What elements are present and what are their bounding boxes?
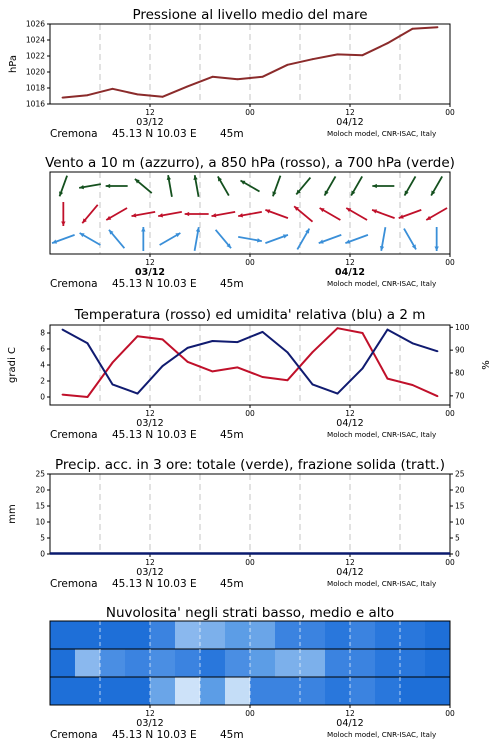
data-point xyxy=(237,78,239,80)
wind-arrow xyxy=(82,205,97,223)
panel-5 xyxy=(50,605,455,741)
cloud-cell xyxy=(175,649,200,677)
cloud-cell xyxy=(50,649,75,677)
data-point xyxy=(187,361,189,363)
y-axis-label-right: % xyxy=(481,360,492,370)
cloud-cell xyxy=(250,649,275,677)
wind-arrow xyxy=(195,227,201,251)
cloud-cell xyxy=(100,621,125,649)
cloud-cell xyxy=(375,677,400,705)
date-label: 03/12 xyxy=(135,267,165,278)
cloud-cell xyxy=(275,649,300,677)
cloud-cell xyxy=(400,621,425,649)
chart-title: Precip. acc. in 3 ore: totale (verde), frazione solida (tratt.) xyxy=(55,457,445,473)
wind-arrow xyxy=(372,209,395,218)
wind-arrow xyxy=(345,235,368,244)
cloud-cell xyxy=(375,621,400,649)
station-name: Cremona xyxy=(50,429,98,441)
data-point xyxy=(87,94,89,96)
wind-arrow xyxy=(265,234,288,243)
cloud-cell xyxy=(225,621,250,649)
data-point xyxy=(137,393,139,395)
chart-title: Temperatura (rosso) ed umidita' relativa (blu) a 2 m xyxy=(74,307,426,323)
date-label: 03/12 xyxy=(136,718,164,729)
cloud-cell xyxy=(100,677,125,705)
cloud-cell xyxy=(325,621,350,649)
y-tick-label: 2 xyxy=(40,376,45,386)
wind-arrow xyxy=(79,184,101,189)
data-point xyxy=(437,26,439,28)
wind-arrow xyxy=(319,235,342,244)
wind-arrow xyxy=(325,176,336,195)
y-tick-label: 0 xyxy=(40,392,45,402)
station-altitude: 45m xyxy=(220,278,244,290)
cloud-cell xyxy=(150,677,175,705)
y-axis-label: gradi C xyxy=(7,347,18,383)
cloud-cell xyxy=(425,677,450,705)
data-point xyxy=(312,351,314,353)
cloud-cell xyxy=(200,677,225,705)
y-tick-label-right: 20 xyxy=(455,485,465,495)
data-point xyxy=(237,341,239,343)
data-point xyxy=(162,339,164,341)
data-point xyxy=(62,394,64,396)
x-tick-label: 12 xyxy=(345,108,355,117)
y-tick-label: 1022 xyxy=(25,51,45,61)
y-tick-label: 6 xyxy=(40,344,45,354)
data-point xyxy=(387,378,389,380)
cloud-cell xyxy=(300,621,325,649)
x-tick-label: 12 xyxy=(345,409,355,418)
cloud-cell xyxy=(375,649,400,677)
y-tick-label: 8 xyxy=(40,328,45,338)
date-label: 03/12 xyxy=(136,567,164,578)
wind-arrow xyxy=(167,175,172,197)
cloud-cell xyxy=(350,677,375,705)
data-point xyxy=(62,97,64,99)
date-label: 04/12 xyxy=(336,418,364,429)
date-label: 03/12 xyxy=(136,418,164,429)
cloud-cell xyxy=(200,649,225,677)
model-credit: Moloch model, CNR-ISAC, Italy xyxy=(327,279,437,288)
cloud-cell xyxy=(175,677,200,705)
wind-arrow xyxy=(218,176,229,195)
date-label: 03/12 xyxy=(136,117,164,128)
model-credit: Moloch model, CNR-ISAC, Italy xyxy=(327,730,437,739)
data-point xyxy=(337,393,339,395)
x-tick-label: 00 xyxy=(445,258,455,267)
wind-arrow xyxy=(52,235,75,244)
x-tick-label: 12 xyxy=(145,558,155,567)
station-name: Cremona xyxy=(50,729,98,741)
cloud-cell xyxy=(350,621,375,649)
station-altitude: 45m xyxy=(220,128,244,140)
data-point xyxy=(62,329,64,331)
date-label: 04/12 xyxy=(335,267,365,278)
data-point xyxy=(262,331,264,333)
cloud-cell xyxy=(150,621,175,649)
y-tick-label: 1016 xyxy=(25,99,45,109)
y-tick-label: 4 xyxy=(40,360,45,370)
wind-arrow xyxy=(61,202,65,226)
cloud-cell xyxy=(225,649,250,677)
data-point xyxy=(162,96,164,98)
x-tick-label: 00 xyxy=(445,409,455,418)
wind-arrow xyxy=(320,208,341,220)
wind-arrow xyxy=(404,229,416,250)
y-tick-label: 25 xyxy=(35,469,45,479)
data-point xyxy=(287,352,289,354)
data-point xyxy=(187,347,189,349)
data-point xyxy=(87,342,89,344)
station-altitude: 45m xyxy=(220,578,244,590)
model-credit: Moloch model, CNR-ISAC, Italy xyxy=(327,579,437,588)
wind-arrow xyxy=(426,208,447,220)
wind-arrow xyxy=(265,209,288,218)
y-axis-label: mm xyxy=(7,504,18,524)
cloud-cell xyxy=(175,621,200,649)
data-point xyxy=(362,332,364,334)
cloud-cell xyxy=(275,621,300,649)
data-point xyxy=(387,329,389,331)
station-altitude: 45m xyxy=(220,429,244,441)
wind-arrow xyxy=(109,230,124,248)
x-tick-label: 00 xyxy=(445,558,455,567)
x-tick-label: 12 xyxy=(145,409,155,418)
data-point xyxy=(312,384,314,386)
cloud-cell xyxy=(425,649,450,677)
station-coords: 45.13 N 10.03 E xyxy=(112,729,197,741)
wind-arrow xyxy=(132,212,156,218)
chart-title: Nuvolosita' negli strati basso, medio e alto xyxy=(105,605,395,621)
wind-arrow xyxy=(297,229,309,250)
cloud-cell xyxy=(400,677,425,705)
data-point xyxy=(287,379,289,381)
wind-arrow xyxy=(193,175,198,197)
panel-1 xyxy=(8,7,455,140)
y-axis-label: hPa xyxy=(8,54,19,74)
data-point xyxy=(212,340,214,342)
y-tick-label: 1020 xyxy=(25,67,45,77)
y-tick-label-right: 90 xyxy=(455,345,465,355)
panel-4 xyxy=(7,457,465,590)
cloud-cell xyxy=(350,649,375,677)
data-point xyxy=(387,42,389,44)
x-tick-label: 12 xyxy=(345,258,355,267)
cloud-cell xyxy=(75,621,100,649)
wind-arrow xyxy=(351,176,362,195)
y-tick-label: 1018 xyxy=(25,83,45,93)
data-point xyxy=(87,396,89,398)
wind-arrow xyxy=(212,212,236,218)
data-point xyxy=(187,86,189,88)
y-tick-label: 20 xyxy=(35,485,45,495)
data-point xyxy=(337,327,339,329)
cloud-cell xyxy=(125,621,150,649)
x-tick-label: 00 xyxy=(245,108,255,117)
cloud-cell xyxy=(75,677,100,705)
station-coords: 45.13 N 10.03 E xyxy=(112,578,197,590)
data-point xyxy=(137,335,139,337)
data-point xyxy=(312,58,314,60)
cloud-cell xyxy=(300,677,325,705)
data-point xyxy=(437,395,439,397)
date-label: 04/12 xyxy=(336,117,364,128)
wind-arrow xyxy=(135,179,152,193)
wind-arrow xyxy=(158,212,182,218)
y-tick-label-right: 25 xyxy=(455,469,465,479)
date-label: 04/12 xyxy=(336,718,364,729)
cloud-cell xyxy=(400,649,425,677)
model-credit: Moloch model, CNR-ISAC, Italy xyxy=(327,430,437,439)
data-point xyxy=(412,342,414,344)
wind-arrow xyxy=(296,178,310,195)
station-altitude: 45m xyxy=(220,729,244,741)
wind-arrow xyxy=(431,176,442,195)
y-tick-label: 0 xyxy=(40,549,45,559)
cloud-cell xyxy=(275,677,300,705)
x-tick-label: 00 xyxy=(445,709,455,718)
wind-arrow xyxy=(216,230,231,248)
date-label: 04/12 xyxy=(336,567,364,578)
data-point xyxy=(362,54,364,56)
cloud-cell xyxy=(75,649,100,677)
cloud-cell xyxy=(300,649,325,677)
data-point xyxy=(262,376,264,378)
wind-arrow xyxy=(272,176,280,197)
data-point xyxy=(212,371,214,373)
cloud-cell xyxy=(50,677,75,705)
station-name: Cremona xyxy=(50,278,98,290)
wind-arrow xyxy=(399,210,422,219)
y-tick-label: 15 xyxy=(35,501,45,511)
y-tick-label-right: 10 xyxy=(455,517,465,527)
y-tick-label: 1024 xyxy=(25,35,45,45)
chart-title: Vento a 10 m (azzurro), a 850 hPa (rosso), a 700 hPa (verde) xyxy=(45,155,455,171)
wind-arrow xyxy=(80,233,101,245)
y-tick-label-right: 0 xyxy=(455,549,460,559)
x-tick-label: 12 xyxy=(345,709,355,718)
cloud-cell xyxy=(100,649,125,677)
wind-arrow xyxy=(372,184,394,188)
x-tick-label: 00 xyxy=(245,709,255,718)
data-point xyxy=(412,384,414,386)
data-point xyxy=(137,94,139,96)
wind-arrow xyxy=(160,233,181,245)
wind-arrow xyxy=(380,227,386,251)
chart-title: Pressione al livello medio del mare xyxy=(132,7,368,23)
wind-arrow xyxy=(346,208,367,220)
x-tick-label: 12 xyxy=(145,258,155,267)
data-point xyxy=(262,76,264,78)
y-tick-label: 1026 xyxy=(25,19,45,29)
x-tick-label: 12 xyxy=(145,108,155,117)
cloud-cell xyxy=(50,621,75,649)
wind-arrow xyxy=(294,206,312,221)
panel-3 xyxy=(7,307,492,441)
y-tick-label-right: 15 xyxy=(455,501,465,511)
data-point xyxy=(112,384,114,386)
wind-arrow xyxy=(106,208,127,220)
cloud-cell xyxy=(250,621,275,649)
x-tick-label: 12 xyxy=(145,709,155,718)
data-point xyxy=(337,54,339,56)
data-point xyxy=(362,368,364,370)
cloud-cell xyxy=(425,621,450,649)
y-tick-label-right: 5 xyxy=(455,533,460,543)
cloud-cell xyxy=(200,621,225,649)
y-tick-label: 5 xyxy=(40,533,45,543)
cloud-cell xyxy=(225,677,250,705)
wind-arrow xyxy=(185,212,209,216)
cloud-cell xyxy=(150,649,175,677)
station-coords: 45.13 N 10.03 E xyxy=(112,429,197,441)
data-point xyxy=(237,367,239,369)
x-tick-label: 12 xyxy=(345,558,355,567)
cloud-cell xyxy=(125,677,150,705)
station-name: Cremona xyxy=(50,128,98,140)
y-tick-label-right: 70 xyxy=(455,391,465,401)
x-tick-label: 00 xyxy=(245,558,255,567)
cloud-cell xyxy=(250,677,275,705)
y-tick-label: 10 xyxy=(35,517,45,527)
wind-arrow xyxy=(106,184,128,188)
y-tick-label-right: 80 xyxy=(455,368,465,378)
cloud-cell xyxy=(325,649,350,677)
data-point xyxy=(112,362,114,364)
data-point xyxy=(112,88,114,90)
wind-arrow xyxy=(405,176,416,195)
x-tick-label: 00 xyxy=(445,108,455,117)
x-tick-label: 00 xyxy=(245,258,255,267)
wind-arrow xyxy=(434,227,438,251)
cloud-cell xyxy=(325,677,350,705)
data-point xyxy=(287,64,289,66)
panel-2 xyxy=(45,155,455,290)
data-point xyxy=(162,365,164,367)
model-credit: Moloch model, CNR-ISAC, Italy xyxy=(327,129,437,138)
wind-arrow xyxy=(141,227,145,251)
data-point xyxy=(437,350,439,352)
station-name: Cremona xyxy=(50,578,98,590)
y-tick-label-right: 100 xyxy=(455,322,470,332)
data-point xyxy=(212,76,214,78)
station-coords: 45.13 N 10.03 E xyxy=(112,278,197,290)
station-coords: 45.13 N 10.03 E xyxy=(112,128,197,140)
data-point xyxy=(412,28,414,30)
wind-arrow xyxy=(59,176,67,197)
x-tick-label: 00 xyxy=(245,409,255,418)
cloud-cell xyxy=(125,649,150,677)
